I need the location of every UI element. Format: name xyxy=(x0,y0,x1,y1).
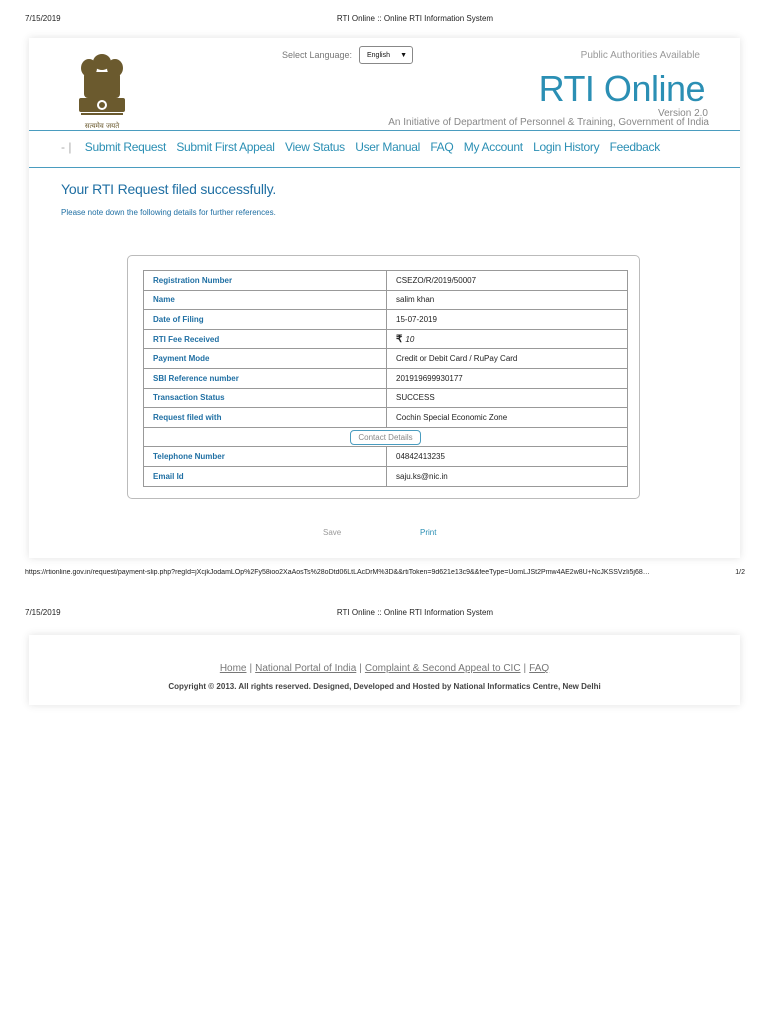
contact-row xyxy=(144,427,628,447)
row-label: Transaction Status xyxy=(144,388,387,408)
nav-view-status[interactable]: View Status xyxy=(285,140,345,154)
footer-separator: | xyxy=(249,663,253,674)
nav-bullet: - | xyxy=(61,140,72,154)
table-row xyxy=(144,310,628,330)
request-details-table xyxy=(143,270,628,487)
table-row xyxy=(144,466,628,486)
print-header xyxy=(0,14,768,28)
footer-link-home[interactable]: Home xyxy=(219,663,247,674)
request-details-card xyxy=(127,255,640,499)
nav-feedback[interactable]: Feedback xyxy=(609,140,660,154)
table-row xyxy=(144,427,628,447)
row-value: 04842413235 xyxy=(387,447,628,467)
row-value: 15-07-2019 xyxy=(387,310,628,330)
table-row xyxy=(144,408,628,428)
chevron-down-icon: ▼ xyxy=(400,52,407,59)
header-divider xyxy=(29,130,740,131)
footer-link-complaint[interactable]: Complaint & Second Appeal to CIC xyxy=(364,663,521,674)
fee-amount: 10 xyxy=(405,334,415,344)
page-note: Please note down the following details for further references. xyxy=(61,208,276,217)
table-row xyxy=(144,349,628,369)
contact-details-button[interactable]: Contact Details xyxy=(350,430,420,445)
language-select[interactable] xyxy=(359,46,413,64)
footer-panel xyxy=(29,635,740,705)
nav-login-history[interactable]: Login History xyxy=(533,140,600,154)
initiative-text: An Initiative of Department of Personnel & Training, Government of India xyxy=(388,117,709,128)
print-title: RTI Online :: Online RTI Information System xyxy=(336,14,494,23)
version-label: Version 2.0 xyxy=(657,108,708,119)
table-row xyxy=(144,329,628,349)
emblem-caption: सत्यमेव जयते xyxy=(84,122,120,130)
copyright-text: Copyright © 2013. All rights reserved. Designed, Developed and Hosted by National Informatics Centre, New Delhi xyxy=(168,682,601,691)
footer-link-faq[interactable]: FAQ xyxy=(529,663,550,674)
save-button[interactable]: Save xyxy=(323,528,342,537)
table-row xyxy=(144,271,628,291)
row-label: Registration Number xyxy=(144,271,387,291)
row-value: CSEZO/R/2019/50007 xyxy=(387,271,628,291)
print-url: https://rtionline.gov.in/request/payment-slip.php?regId=jXcjkJodamLOp%2Fy58ioo2XaAosTs%28oDtd06LtLAcDrM%3D&&rtiToken=9d621e13c9&&feeType=UomLJSt2Pmw4AE2w8U+NcJKSSVzIi5j68… xyxy=(25,569,650,576)
public-authorities-link[interactable]: Public Authorities Available xyxy=(580,50,700,61)
row-value: 201919699930177 xyxy=(387,368,628,388)
print-button[interactable]: Print xyxy=(420,528,437,537)
row-value: saju.ks@nic.in xyxy=(387,466,628,486)
row-value: SUCCESS xyxy=(387,388,628,408)
print-page-number: 1/2 xyxy=(735,569,745,576)
table-row xyxy=(144,447,628,467)
select-language-label: Select Language: xyxy=(282,50,353,60)
nav-submit-first-appeal[interactable]: Submit First Appeal xyxy=(176,140,275,154)
row-value: Credit or Debit Card / RuPay Card xyxy=(387,349,628,369)
nav-faq[interactable]: FAQ xyxy=(430,140,454,154)
page-title: Your RTI Request filed successfully. xyxy=(61,181,277,197)
language-select-value: English xyxy=(367,52,390,59)
main-panel xyxy=(29,38,740,558)
nav-divider xyxy=(29,167,740,168)
table-row xyxy=(144,388,628,408)
row-label: Date of Filing xyxy=(144,310,387,330)
row-label: Request filed with xyxy=(144,408,387,428)
row-label: Telephone Number xyxy=(144,447,387,467)
row-value xyxy=(387,329,628,349)
nav-submit-request[interactable]: Submit Request xyxy=(84,140,166,154)
brand-title: RTI Online xyxy=(538,68,705,109)
print-date: 7/15/2019 xyxy=(25,14,61,23)
nav-user-manual[interactable]: User Manual xyxy=(355,140,420,154)
print-url-footer xyxy=(25,569,745,576)
footer-links xyxy=(29,663,740,674)
nav-my-account[interactable]: My Account xyxy=(463,140,523,154)
table-row xyxy=(144,368,628,388)
rupee-icon: ₹ xyxy=(396,333,403,345)
footer-link-national-portal[interactable]: National Portal of India xyxy=(255,663,357,674)
row-value: Cochin Special Economic Zone xyxy=(387,408,628,428)
row-label: RTI Fee Received xyxy=(144,329,387,349)
row-label: Email Id xyxy=(144,466,387,486)
footer-separator: | xyxy=(523,663,527,674)
row-label: Name xyxy=(144,290,387,310)
footer-separator: | xyxy=(359,663,362,674)
table-row xyxy=(144,290,628,310)
print-header-page-2 xyxy=(0,608,768,622)
print-date: 7/15/2019 xyxy=(25,608,61,617)
row-label: Payment Mode xyxy=(144,349,387,369)
print-title: RTI Online :: Online RTI Information System xyxy=(336,608,494,617)
row-label: SBI Reference number xyxy=(144,368,387,388)
national-emblem-icon xyxy=(67,46,137,130)
row-value: salim khan xyxy=(387,290,628,310)
main-nav xyxy=(61,140,667,154)
